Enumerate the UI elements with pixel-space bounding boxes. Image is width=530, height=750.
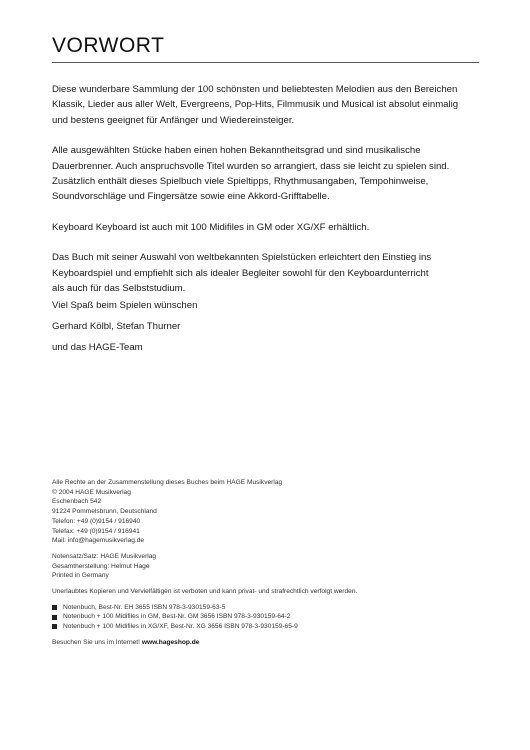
product-label: Notenbuch + 100 Midifiles in GM, Best-Nr. GM 3656 ISBN 978-3-930159-64-2 [63, 613, 291, 621]
imprint-line: Alle Rechte an der Zusammenstellung dieses Buches beim HAGE Musikverlag [52, 479, 283, 486]
greeting-line: Viel Spaß beim Spielen wünschen [52, 300, 198, 311]
paragraph-line: Alle ausgewählten Stücke haben einen hohen Bekanntheitsgrad und sind musikalische [52, 145, 421, 157]
imprint-line: Telefax: +49 (0)9154 / 916941 [52, 527, 140, 535]
imprint-line: Printed in Germany [52, 572, 109, 580]
product-item [52, 612, 492, 622]
website-line [52, 638, 492, 648]
imprint [52, 478, 492, 648]
paragraph-line: Dauerbrenner. Auch anspruchsvolle Titel wurden so arrangiert, dass sie leicht zu spielen sind. [52, 160, 450, 172]
paragraph-line: Soundvorschläge und Fingersätze sowie eine Akkord-Grifftabelle. [52, 191, 330, 203]
paragraph-line: und bestens geeignet für Anfänger und Wiedereinsteiger. [52, 114, 295, 126]
product-label: Notenbuch, Best-Nr. EH 3655 ISBN 978-3-930159-63-5 [63, 603, 226, 611]
page-title: VORWORT [52, 34, 165, 57]
product-item [52, 622, 492, 632]
foreword-body [52, 82, 482, 296]
paragraph-line: Das Buch mit seiner Auswahl von weltbekannten Spielstücken erleichtert den Einstieg ins [52, 252, 432, 264]
paragraph-line: Zusätzlich enthält dieses Spielbuch viele Spieltipps, Rhythmusangaben, Tempohinweise, [52, 176, 429, 188]
imprint-line: Mail: info@hagemusikverlag.de [52, 537, 145, 545]
product-label: Notenbuch + 100 Midifiles in XG/XF, Best-Nr. XG 3656 ISBN 978-3-930159-65-9 [63, 623, 298, 631]
bullet-square-icon [52, 624, 57, 629]
imprint-line: 91224 Pommelsbrunn, Deutschland [52, 508, 157, 516]
imprint-line: Notensatz/Satz: HAGE Musikverlag [52, 552, 157, 560]
team-line: und das HAGE-Team [52, 342, 143, 353]
copy-notice: Unerlaubtes Kopieren und Vervielfältigen ist verboten und kann privat- und strafrechtlich verfolgt werden. [52, 588, 358, 596]
paragraph-line: als auch für das Selbststudium. [52, 283, 186, 295]
website-link[interactable]: www.hageshop.de [141, 638, 200, 646]
imprint-line: Gesamtherstellung: Helmut Hage [52, 562, 150, 570]
title-divider [52, 62, 479, 63]
authors-line: Gerhard Kölbl, Stefan Thurner [52, 321, 181, 332]
bullet-square-icon [52, 615, 57, 620]
paragraph-line: Diese wunderbare Sammlung der 100 schönsten und beliebtesten Melodien aus den Bereichen [52, 84, 458, 95]
paragraph-line: Keyboard Keyboard ist auch mit 100 Midifiles in GM oder XG/XF erhältlich. [52, 221, 370, 233]
imprint-line: Telefon: +49 (0)9154 / 916940 [52, 517, 141, 525]
visit-text: Besuchen Sie uns im Internet! [52, 638, 142, 646]
paragraph-line: Keyboardspiel und empfiehlt sich als idealer Begleiter sowohl für den Keyboardunterricht [52, 267, 429, 279]
bullet-square-icon [52, 605, 57, 610]
product-item [52, 603, 492, 613]
imprint-line: Eschenbach 542 [52, 498, 102, 506]
imprint-line: © 2004 HAGE Musikverlag [52, 488, 131, 496]
paragraph-line: Klassik, Lieder aus aller Welt, Evergreens, Pop-Hits, Filmmusik und Musical ist absolut einmalig [52, 99, 459, 111]
signature-block [52, 295, 197, 358]
